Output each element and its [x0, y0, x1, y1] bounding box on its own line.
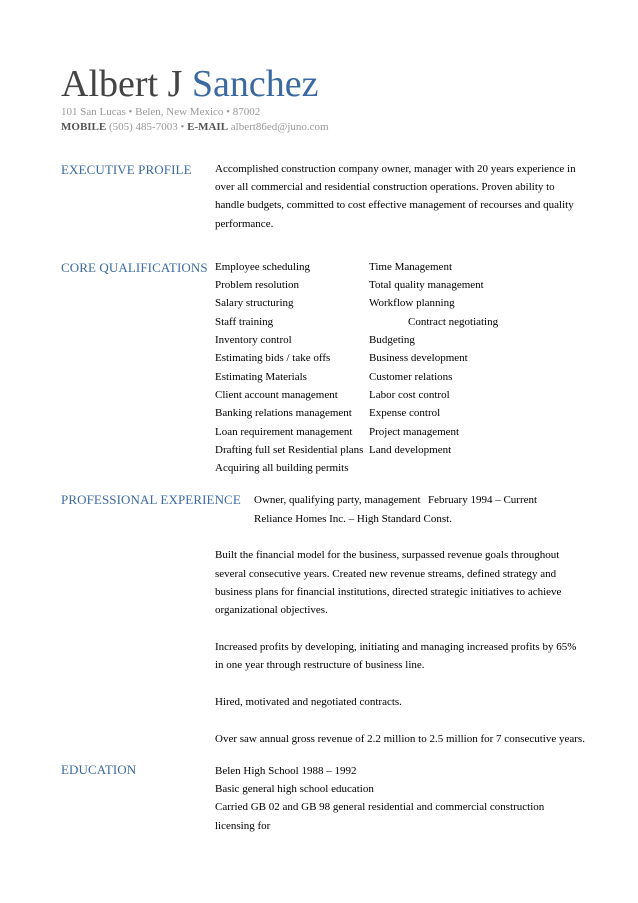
last-name: Sanchez — [191, 63, 319, 105]
education-line: Belen High School 1988 – 1992 — [215, 765, 357, 777]
profile-line: performance. — [215, 218, 274, 230]
section-heading-education: EDUCATION — [61, 762, 137, 777]
qualification-item: Client account management — [215, 389, 338, 401]
qualification-item: Employee scheduling — [215, 261, 311, 273]
qualification-item: Contract negotiating — [408, 316, 499, 328]
employment-dates: February 1994 – Current — [428, 494, 538, 506]
experience-line: business plans for financial institutions, directed strategic initiatives to achieve — [215, 586, 562, 598]
qualification-item: Estimating Materials — [215, 371, 307, 383]
qualification-item: Land development — [369, 444, 452, 456]
qualification-item: Problem resolution — [215, 279, 300, 291]
first-name: Albert J — [61, 63, 183, 105]
qualification-item: Business development — [369, 352, 468, 364]
qualification-item: Inventory control — [215, 334, 292, 346]
qualification-item: Banking relations management — [215, 407, 352, 419]
qualification-item: Workflow planning — [369, 297, 455, 309]
section-heading-professional-experience: PROFESSIONAL EXPERIENCE — [61, 492, 241, 507]
qualification-item: Expense control — [369, 407, 441, 419]
qualification-item: Budgeting — [369, 334, 415, 346]
address-line: 101 San Lucas • Belen, New Mexico • 87002 — [61, 106, 261, 118]
contact-separator: • — [180, 121, 185, 133]
education-line: Carried GB 02 and GB 98 general residential and commercial construction — [215, 801, 545, 813]
email-value: albert86ed@juno.com — [230, 121, 329, 133]
education-line: licensing for — [215, 820, 271, 832]
profile-line: handle budgets, committed to cost effective management of recourses and quality — [215, 199, 574, 211]
email-label: E-MAIL — [187, 121, 229, 133]
mobile-label: MOBILE — [61, 121, 107, 133]
experience-line: Increased profits by developing, initiating and managing increased profits by 65% — [215, 641, 577, 653]
education-line: Basic general high school education — [215, 783, 374, 795]
experience-line: organizational objectives. — [215, 604, 328, 616]
qualification-item: Salary structuring — [215, 297, 294, 309]
qualification-item: Project management — [369, 426, 460, 438]
experience-line: Hired, motivated and negotiated contracts. — [215, 696, 402, 708]
profile-line: over all commercial and residential construction operations. Proven ability to — [215, 181, 555, 193]
experience-line: several consecutive years. Created new revenue streams, defined strategy and — [215, 568, 557, 580]
experience-line: Over saw annual gross revenue of 2.2 million to 2.5 million for 7 consecutive years. — [215, 733, 585, 745]
qualification-item: Time Management — [369, 261, 452, 273]
company-name: Reliance Homes Inc. – High Standard Const. — [254, 513, 452, 525]
profile-line: Accomplished construction company owner, manager with 20 years experience in — [215, 163, 576, 175]
qualification-item: Staff training — [215, 316, 274, 328]
section-heading-core-qualifications: CORE QUALIFICATIONS — [61, 260, 208, 275]
candidate-name — [61, 62, 318, 106]
experience-line: Built the financial model for the business, surpassed revenue goals throughout — [215, 549, 560, 561]
qualification-item: Total quality management — [369, 279, 484, 291]
qualification-item: Loan requirement management — [215, 426, 353, 438]
experience-line: in one year through restructure of business line. — [215, 659, 425, 671]
mobile-value: (505) 485-7003 — [108, 121, 178, 133]
section-heading-executive-profile: EXECUTIVE PROFILE — [61, 162, 192, 177]
qualification-item: Estimating bids / take offs — [215, 352, 331, 364]
qualification-item: Acquiring all building permits — [215, 462, 349, 474]
qualification-item: Customer relations — [369, 371, 453, 383]
qualification-item: Drafting full set Residential plans — [215, 444, 364, 456]
contact-line — [61, 121, 329, 133]
position-title: Owner, qualifying party, management — [254, 494, 421, 506]
qualification-item: Labor cost control — [369, 389, 450, 401]
